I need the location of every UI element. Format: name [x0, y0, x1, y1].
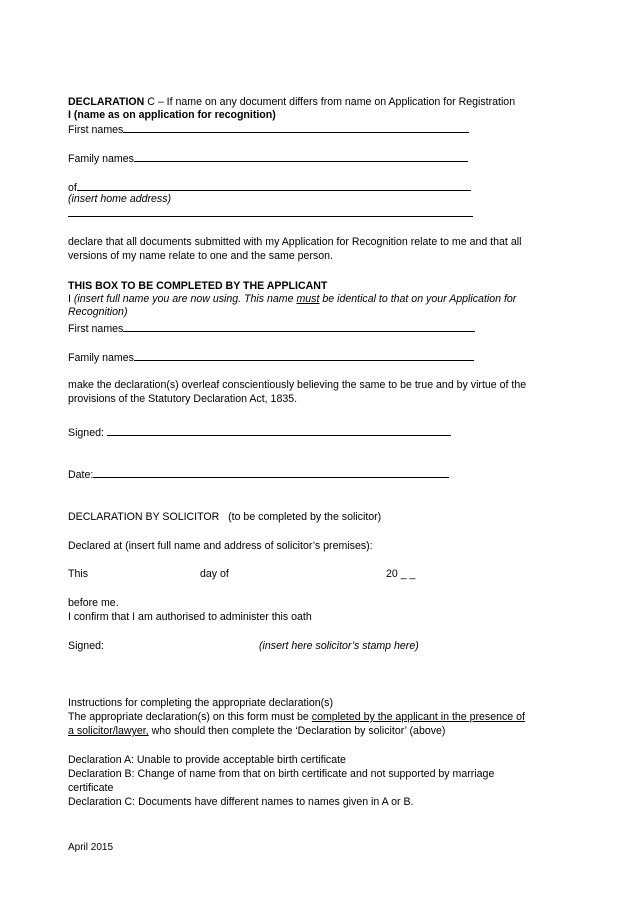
family-names-line[interactable]	[134, 151, 468, 162]
declaration-c-family-names-row	[68, 151, 468, 166]
instructions-line-1-a: The appropriate declaration(s) on this form must be	[68, 711, 312, 723]
first-names-line[interactable]	[123, 122, 469, 133]
family-names-label: Family names	[68, 153, 134, 165]
intro-hint-1: (insert full name you are now using. This name	[73, 293, 297, 305]
first-names-label: First names	[68, 124, 124, 136]
applicant-first-names-label: First names	[68, 323, 124, 335]
instructions-line-2-b: who should then complete the ‘Declaration by solicitor’ (above)	[148, 725, 446, 737]
applicant-box-heading: THIS BOX TO BE COMPLETED BY THE APPLICANT	[68, 280, 328, 292]
declaration-c-heading	[68, 96, 515, 109]
intro-i: I	[68, 293, 74, 305]
applicant-signed-label: Signed:	[68, 427, 107, 439]
applicant-date-label: Date:	[68, 469, 94, 481]
solicitor-signed-label: Signed:	[68, 640, 104, 652]
applicant-intro-line	[68, 293, 516, 306]
declaration-b-note-1: Declaration B: Change of name from that on birth certificate and not supported by marriage	[68, 768, 495, 780]
applicant-intro-hint-3: Recognition)	[68, 306, 128, 318]
intro-must: must	[296, 293, 320, 305]
solicitor-heading: DECLARATION BY SOLICITOR (to be completed by the solicitor)	[68, 511, 382, 523]
solicitor-day-of-label: day of	[200, 568, 229, 580]
make-line-1: make the declaration(s) overleaf conscientiously believing the same to be true and by virtue of the	[68, 379, 527, 391]
declaration-b-note-2: certificate	[68, 782, 114, 794]
solicitor-before-me: before me.	[68, 597, 119, 609]
solicitor-confirm: I confirm that I am authorised to administer this oath	[68, 611, 312, 623]
declaration-c-address-row-2	[68, 206, 473, 221]
instructions-line-2-underlined: a solicitor/lawyer,	[68, 725, 149, 737]
solicitor-year-label: 20 _ _	[386, 568, 416, 580]
declare-line-1: declare that all documents submitted with my Application for Recognition relate to me and that all	[68, 236, 522, 248]
applicant-signed-row	[68, 425, 451, 440]
applicant-signature-line[interactable]	[107, 425, 451, 436]
address-line-2[interactable]	[68, 206, 473, 217]
applicant-family-names-row	[68, 350, 474, 365]
solicitor-stamp-hint: (insert here solicitor’s stamp here)	[259, 640, 419, 652]
declaration-c-heading-rest: C – If name on any document differs from name on Application for Registration	[144, 96, 516, 108]
instructions-line-2	[68, 725, 445, 738]
address-hint: (insert home address)	[68, 193, 172, 205]
declaration-c-heading-bold: DECLARATION	[68, 96, 145, 108]
applicant-first-names-line[interactable]	[123, 321, 475, 332]
instructions-line-1-underlined: completed by the applicant in the presence of	[311, 711, 525, 723]
applicant-family-names-label: Family names	[68, 352, 134, 364]
applicant-first-names-row	[68, 321, 475, 336]
intro-hint-2: be identical to that on your Application for	[319, 293, 517, 305]
make-line-2: provisions of the Statutory Declaration Act, 1835.	[68, 393, 298, 405]
declaration-a-note: Declaration A: Unable to provide acceptable birth certificate	[68, 754, 346, 766]
declaration-c-subheading: I (name as on application for recognition)	[68, 109, 276, 121]
instructions-line-1	[68, 711, 525, 724]
solicitor-this-label: This	[68, 568, 89, 580]
declaration-c-first-names-row	[68, 122, 469, 137]
solicitor-declared-at: Declared at (insert full name and address of solicitor’s premises):	[68, 540, 373, 552]
address-line-1[interactable]	[77, 180, 471, 191]
instructions-heading: Instructions for completing the appropriate declaration(s)	[68, 697, 333, 709]
applicant-date-line[interactable]	[93, 467, 449, 478]
applicant-date-row	[68, 467, 449, 482]
declare-line-2: versions of my name relate to one and the same person.	[68, 250, 333, 262]
declaration-c-note: Declaration C: Documents have different names to names given in A or B.	[68, 796, 414, 808]
footer-date: April 2015	[68, 842, 114, 853]
of-label: of	[68, 182, 77, 194]
applicant-family-names-line[interactable]	[134, 350, 474, 361]
